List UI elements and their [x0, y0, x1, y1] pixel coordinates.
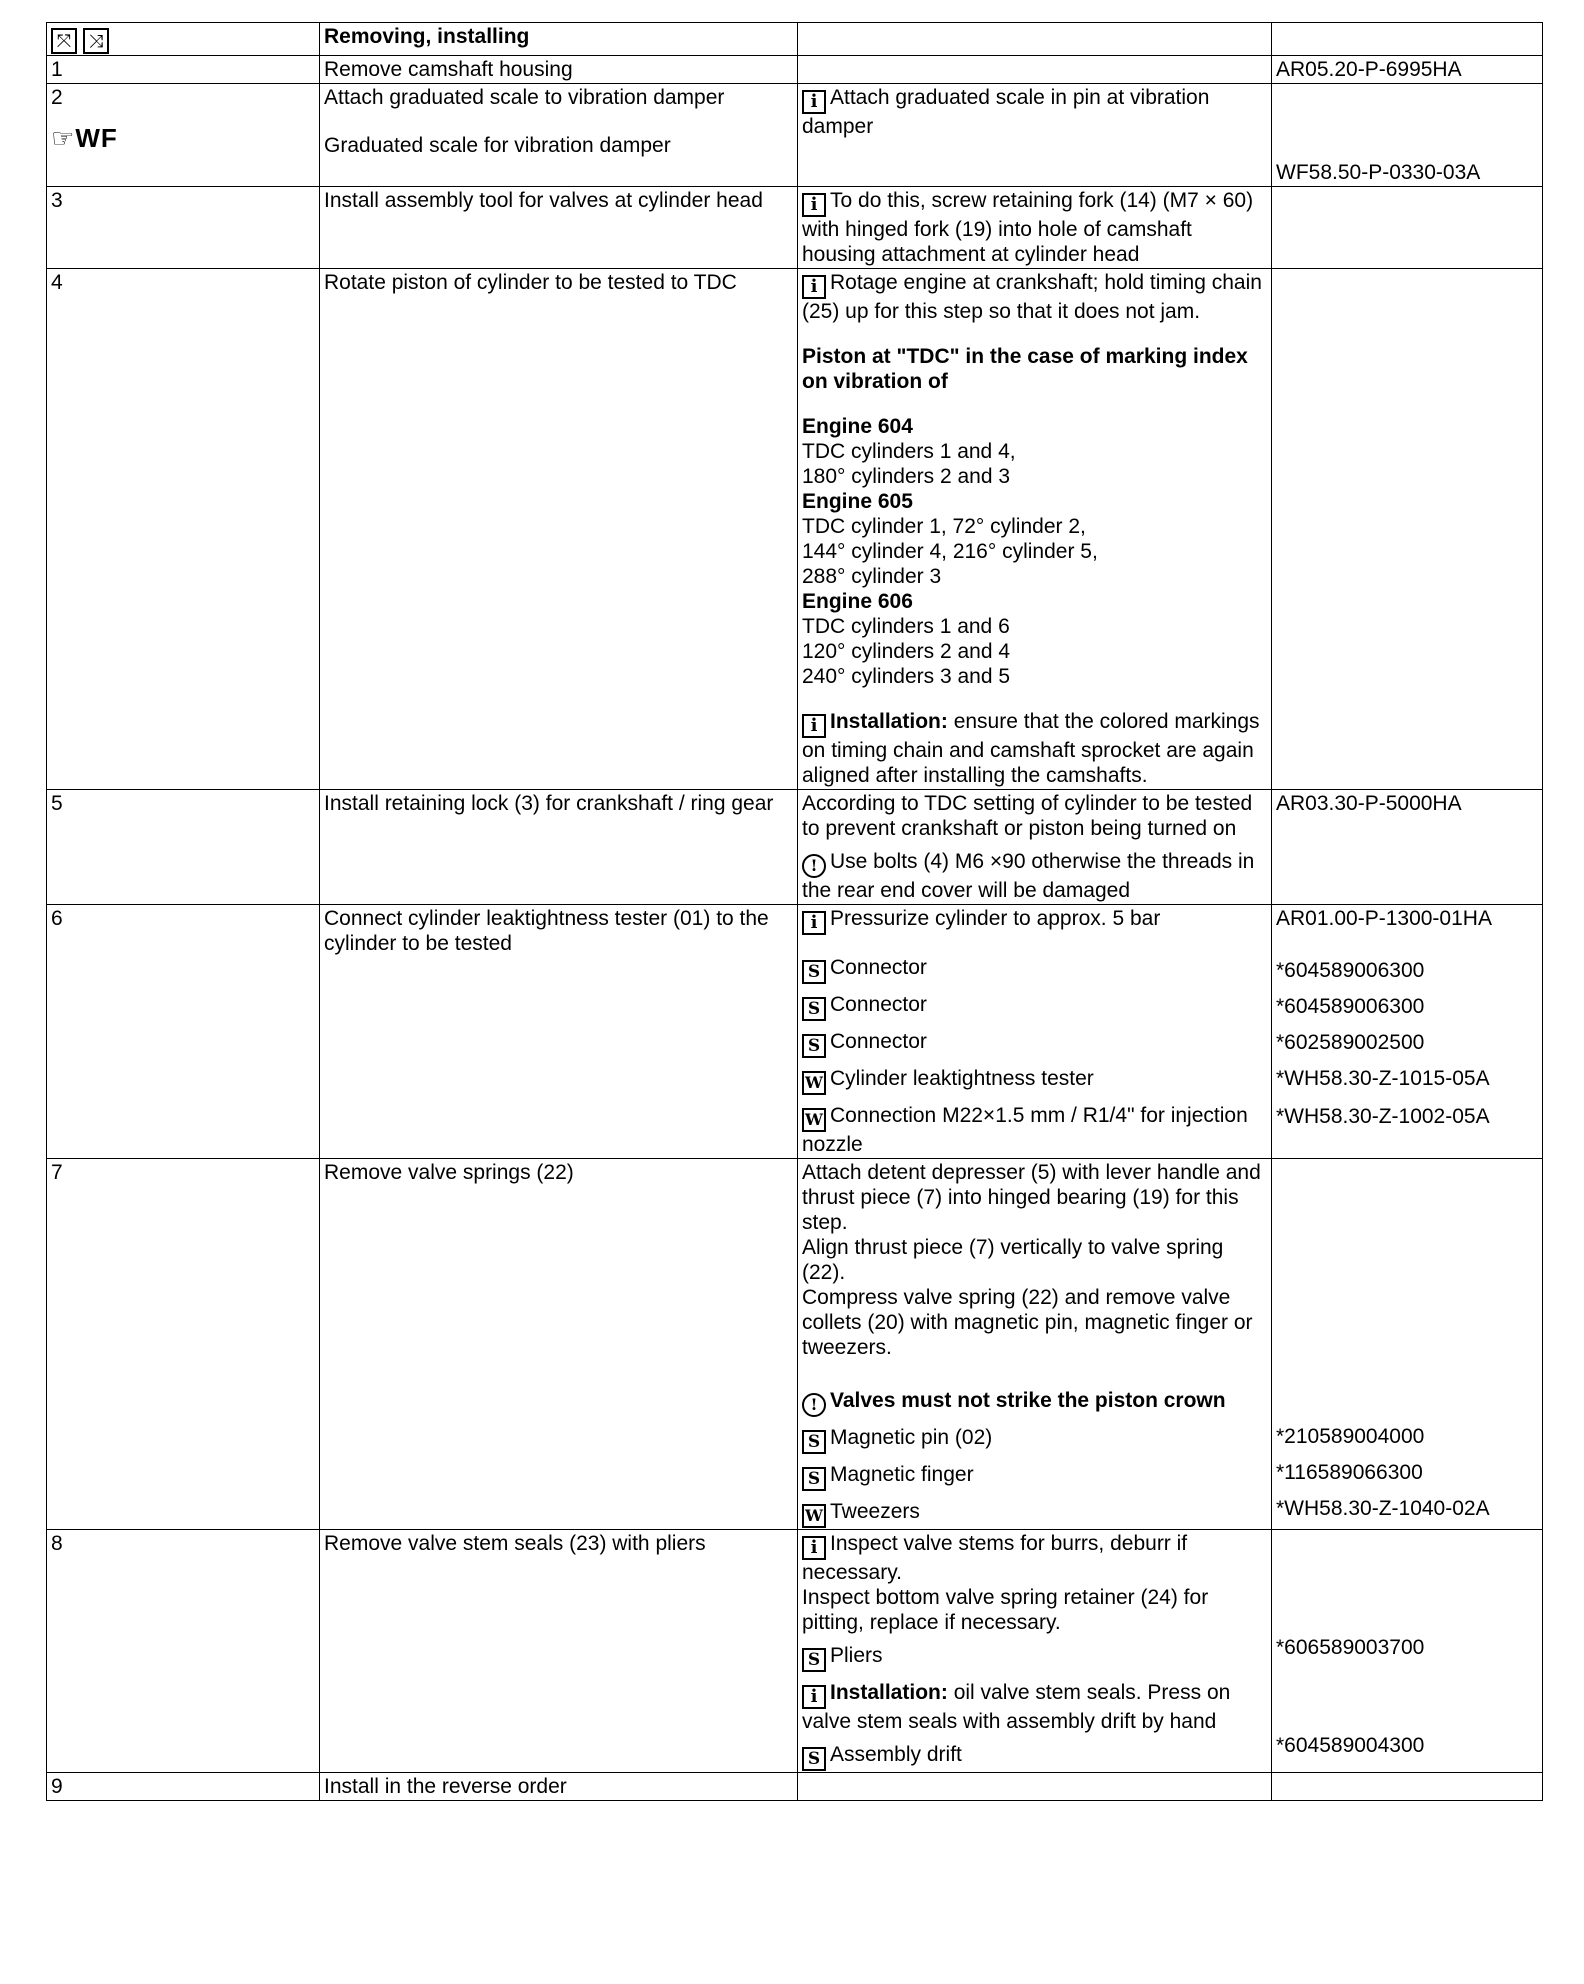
shop-equipment-icon: W: [802, 1504, 826, 1528]
installation-text: oil valve stem seals. Press on valve stem seals with assembly drift by hand: [802, 1681, 1231, 1733]
note-text: Align thrust piece (7) vertically to valve spring (22).: [802, 1236, 1224, 1284]
header-title: Removing, installing: [320, 23, 798, 56]
tdc-heading: Piston at "TDC" in the case of marking index on vibration of: [802, 345, 1248, 393]
step-reference-link[interactable]: AR01.00-P-1300-01HA: [1276, 907, 1492, 930]
installation-label: Installation:: [830, 1681, 948, 1704]
engine-604-line: 180° cylinders 2 and 3: [802, 465, 1011, 488]
step-reference-cell: [1272, 905, 1543, 1159]
special-tool-icon: S: [802, 1747, 826, 1771]
expand-icon[interactable]: ⤧: [51, 28, 77, 54]
note-text: Compress valve spring (22) and remove valve collets (20) with magnetic pin, magnetic finger or tweezers.: [802, 1286, 1253, 1359]
special-tool-icon: S: [802, 1467, 826, 1491]
wf-reference-link[interactable]: WF58.50-P-0330-03A: [1276, 161, 1481, 184]
engine-606-line: 240° cylinders 3 and 5: [802, 665, 1011, 688]
special-tool-icon: S: [802, 1034, 826, 1058]
special-tool-icon: S: [802, 1648, 826, 1672]
step-number: 2: [51, 86, 63, 109]
tool-part-number[interactable]: *604589004300: [1276, 1734, 1425, 1757]
wf-action: Graduated scale for vibration damper: [324, 134, 671, 157]
step-action: Rotate piston of cylinder to be tested to TDC: [320, 269, 798, 790]
wf-label: WF: [75, 123, 118, 153]
tool-name: Connector: [830, 993, 927, 1016]
step-notes: [798, 269, 1272, 790]
note-text: Attach graduated scale in pin at vibration damper: [802, 86, 1210, 138]
step-number: 4: [47, 269, 320, 790]
note-text: Inspect bottom valve spring retainer (24) for pitting, replace if necessary.: [802, 1586, 1209, 1634]
tool-name: Assembly drift: [830, 1743, 962, 1766]
tool-part-number[interactable]: *602589002500: [1276, 1031, 1425, 1054]
tool-part-number[interactable]: *116589066300: [1276, 1461, 1423, 1484]
engine-605-line: 144° cylinder 4, 216° cylinder 5,: [802, 540, 1098, 563]
table-row: [47, 905, 1543, 1159]
special-tool-icon: S: [802, 1430, 826, 1454]
shop-equipment-icon: W: [802, 1108, 826, 1132]
tool-name: Magnetic pin (02): [830, 1426, 993, 1449]
step-reference-empty: [1272, 187, 1543, 269]
tool-part-number[interactable]: *604589006300: [1276, 995, 1425, 1018]
special-tool-icon: S: [802, 997, 826, 1021]
step-reference-link[interactable]: AR05.20-P-6995HA: [1272, 56, 1543, 84]
tool-name: Magnetic finger: [830, 1463, 974, 1486]
table-row: [47, 1159, 1543, 1530]
engine-604-title: Engine 604: [802, 415, 913, 438]
warning-icon: !: [802, 854, 826, 878]
note-text: Attach detent depresser (5) with lever handle and thrust piece (7) into hinged bearing (19) for this step.: [802, 1161, 1261, 1234]
table-row: [47, 56, 1543, 84]
tool-part-number[interactable]: *210589004000: [1276, 1425, 1425, 1448]
step-number: 3: [47, 187, 320, 269]
step-number: 7: [47, 1159, 320, 1530]
step-reference-link[interactable]: AR03.30-P-5000HA: [1272, 790, 1543, 905]
procedure-table: [46, 22, 1543, 1801]
warning-icon: !: [802, 1393, 826, 1417]
warning-text: Valves must not strike the piston crown: [830, 1389, 1226, 1412]
info-icon: i: [802, 275, 826, 299]
step-reference-cell: [1272, 1159, 1543, 1530]
step-notes: [798, 1159, 1272, 1530]
info-icon: i: [802, 90, 826, 114]
step-number: 9: [47, 1773, 320, 1801]
step-action: Connect cylinder leaktightness tester (01) to the cylinder to be tested: [320, 905, 798, 1159]
step-number: 8: [47, 1530, 320, 1773]
step-number: 6: [47, 905, 320, 1159]
tool-name: Tweezers: [830, 1500, 920, 1523]
tool-name: Pliers: [830, 1644, 883, 1667]
note-text: Inspect valve stems for burrs, deburr if necessary.: [802, 1532, 1188, 1584]
step-action: Remove camshaft housing: [320, 56, 798, 84]
collapse-icon[interactable]: ⤨: [83, 28, 109, 54]
table-row: [47, 84, 1543, 187]
table-header-row: [47, 23, 1543, 56]
step-action: Install retaining lock (3) for crankshaft / ring gear: [320, 790, 798, 905]
step-notes: [798, 905, 1272, 1159]
step-action-cell: [320, 84, 798, 187]
engine-604-line: TDC cylinders 1 and 4,: [802, 440, 1016, 463]
tool-part-number[interactable]: *WH58.30-Z-1040-02A: [1276, 1497, 1490, 1520]
info-icon: i: [802, 714, 826, 738]
info-icon: i: [802, 1536, 826, 1560]
step-notes: [798, 84, 1272, 187]
info-icon: i: [802, 911, 826, 935]
tool-part-number[interactable]: *WH58.30-Z-1002-05A: [1276, 1105, 1490, 1128]
note-text: Pressurize cylinder to approx. 5 bar: [830, 907, 1161, 930]
step-notes: [798, 790, 1272, 905]
note-text: According to TDC setting of cylinder to be tested to prevent crankshaft or piston being turned on: [802, 792, 1253, 840]
step-reference-cell: [1272, 84, 1543, 187]
info-icon: i: [802, 193, 826, 217]
step-number-cell: [47, 84, 320, 187]
step-number: 5: [47, 790, 320, 905]
workshop-equipment-icon: ☞WF: [51, 123, 118, 153]
tool-name: Connection M22×1.5 mm / R1/4" for injection nozzle: [802, 1104, 1248, 1156]
engine-605-title: Engine 605: [802, 490, 913, 513]
note-text: Rotage engine at crankshaft; hold timing chain (25) up for this step so that it does not jam.: [802, 271, 1262, 323]
tool-part-number[interactable]: *606589003700: [1276, 1636, 1425, 1659]
step-notes: [798, 1530, 1272, 1773]
tool-name: Connector: [830, 956, 927, 979]
tool-part-number[interactable]: *WH58.30-Z-1015-05A: [1276, 1067, 1490, 1090]
step-reference-empty: [1272, 269, 1543, 790]
warning-text: Use bolts (4) M6 ×90 otherwise the threads in the rear end cover will be damaged: [802, 850, 1255, 902]
installation-label: Installation:: [830, 710, 948, 733]
engine-606-title: Engine 606: [802, 590, 913, 613]
step-action: Remove valve springs (22): [320, 1159, 798, 1530]
step-reference-cell: [1272, 1530, 1543, 1773]
step-action: Install in the reverse order: [320, 1773, 798, 1801]
special-tool-icon: S: [802, 960, 826, 984]
shop-equipment-icon: W: [802, 1071, 826, 1095]
header-empty-cell: [1272, 23, 1543, 56]
table-row: [47, 1530, 1543, 1773]
tool-part-number[interactable]: *604589006300: [1276, 959, 1425, 982]
table-row: [47, 1773, 1543, 1801]
installation-text: ensure that the colored markings on timing chain and camshaft sprocket are again aligned after installing the camshafts.: [802, 710, 1260, 787]
table-row: [47, 187, 1543, 269]
tool-name: Connector: [830, 1030, 927, 1053]
table-row: [47, 269, 1543, 790]
step-action: Attach graduated scale to vibration damper: [324, 86, 725, 109]
step-reference-empty: [1272, 1773, 1543, 1801]
tool-name: Cylinder leaktightness tester: [830, 1067, 1094, 1090]
step-action: Install assembly tool for valves at cylinder head: [320, 187, 798, 269]
engine-606-line: 120° cylinders 2 and 4: [802, 640, 1011, 663]
step-action: Remove valve stem seals (23) with pliers: [320, 1530, 798, 1773]
engine-606-line: TDC cylinders 1 and 6: [802, 615, 1010, 638]
step-notes: [798, 1773, 1272, 1801]
step-notes: [798, 56, 1272, 84]
engine-605-line: 288° cylinder 3: [802, 565, 942, 588]
engine-605-line: TDC cylinder 1, 72° cylinder 2,: [802, 515, 1086, 538]
header-icons-cell: [47, 23, 320, 56]
info-icon: i: [802, 1685, 826, 1709]
note-text: To do this, screw retaining fork (14) (M7 × 60) with hinged fork (19) into hole of camshaft housing attachment at cylinder head: [802, 189, 1254, 266]
header-empty-cell: [798, 23, 1272, 56]
table-row: [47, 790, 1543, 905]
step-notes: [798, 187, 1272, 269]
step-number: 1: [47, 56, 320, 84]
